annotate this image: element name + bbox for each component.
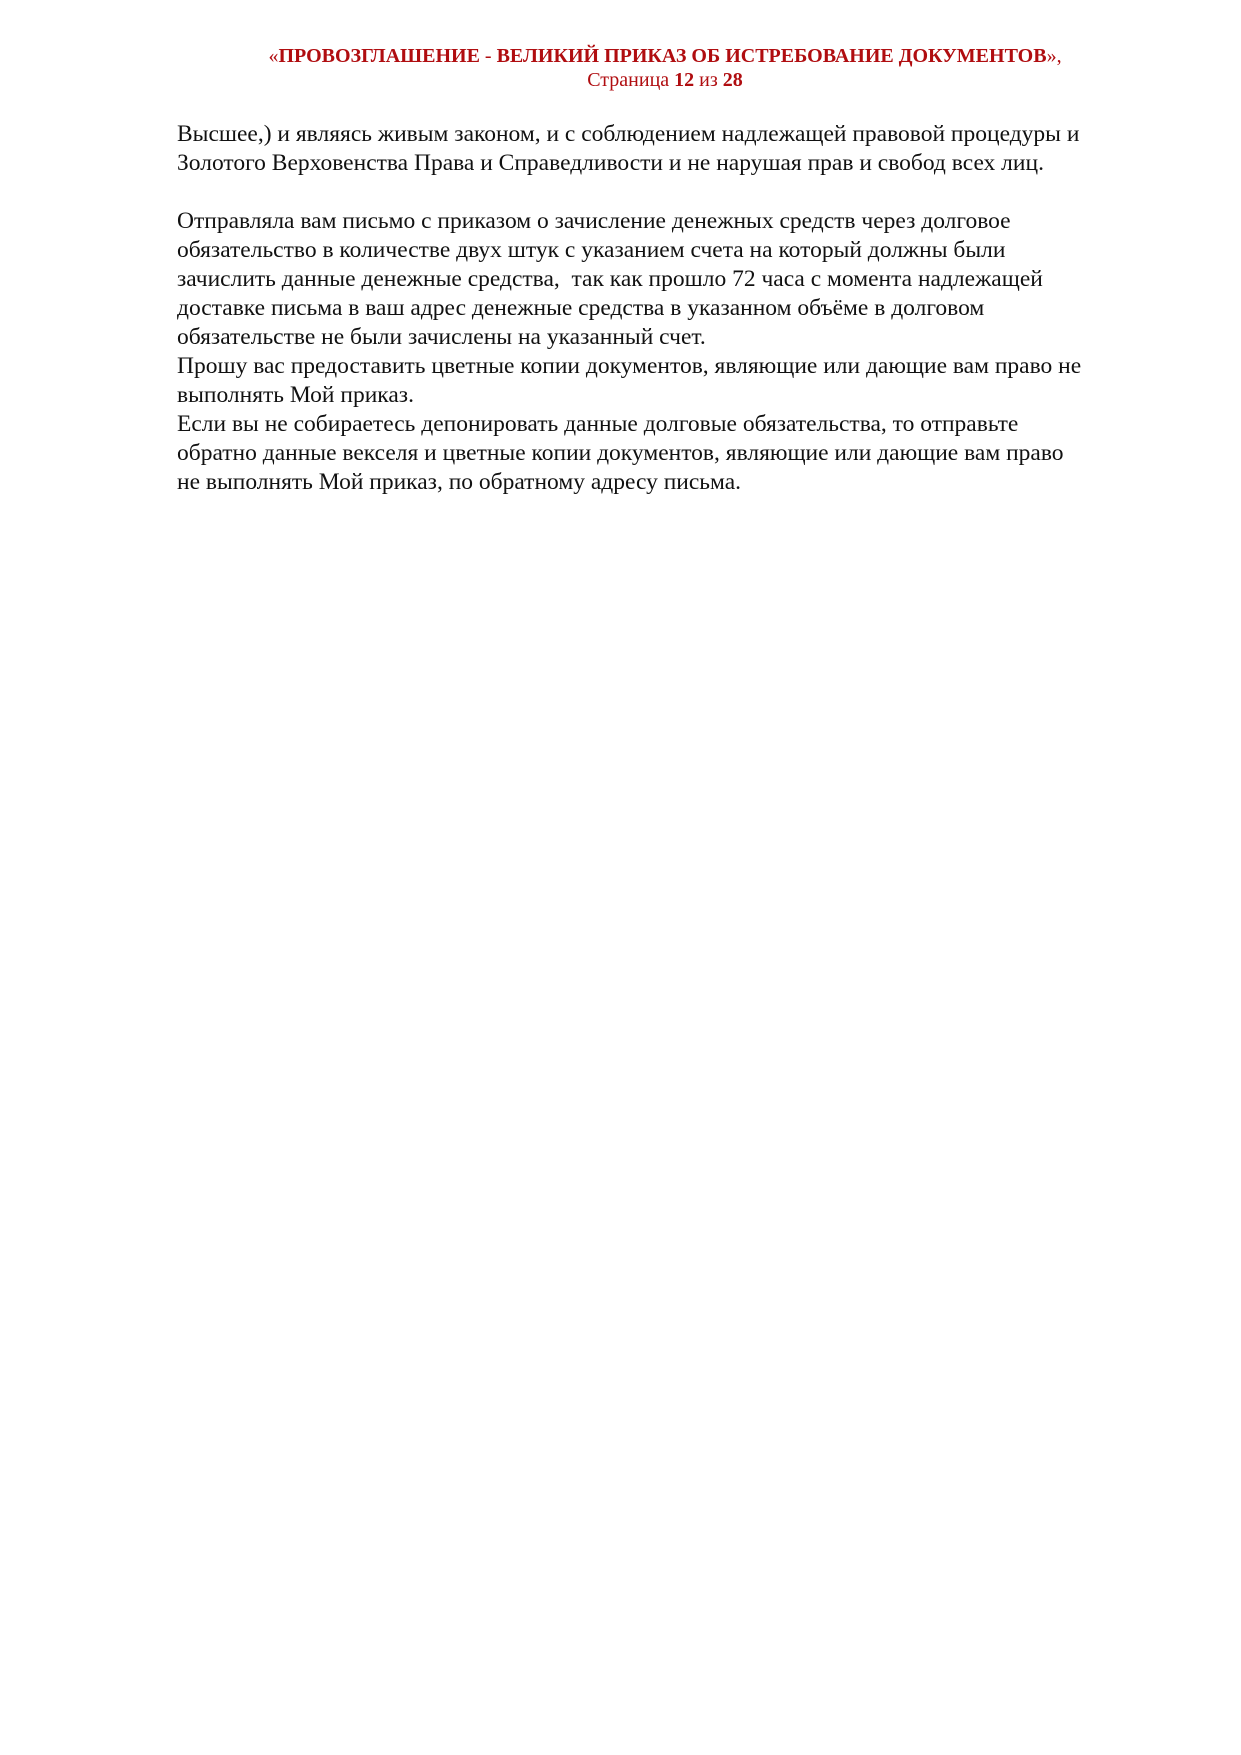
text-line: Если вы не собираетесь депонировать данные долговые обязательства, то отправьте [177,411,1019,437]
title-text-part1: ПРОВОЗГЛАШЕНИЕ [278,45,480,67]
text-line: Отправляла вам письмо с приказом о зачисление денежных средств через долговое [177,208,1011,234]
document-body [177,120,1152,497]
page-separator: из [694,69,723,91]
paragraph-2 [177,207,1152,352]
title-open-quote: « [268,45,279,67]
paragraph-1 [177,120,1152,178]
text-line: обязательство в количестве двух штук с указанием счета на который должны были [177,237,1006,263]
page-prefix: Страница [587,69,675,91]
paragraph-4 [177,410,1152,497]
document-title [175,44,1155,68]
paragraph-3 [177,352,1152,410]
text-line: обратно данные векселя и цветные копии документов, являющие или дающие вам право [177,440,1064,466]
text-line: зачислить данные денежные средства, так как прошло 72 часа с момента надлежащей [177,266,1043,292]
title-dash: - [479,45,497,67]
page-total: 28 [722,69,743,91]
title-text-part2: ВЕЛИКИЙ ПРИКАЗ ОБ ИСТРЕБОВАНИЕ ДОКУМЕНТОВ [496,45,1047,67]
text-line: выполнять Мой приказ. [177,382,414,408]
page-number [175,68,1155,92]
page-header [175,44,1155,92]
text-line: Прошу вас предоставить цветные копии документов, являющие или дающие вам право не [177,353,1082,379]
title-close-quote: », [1046,45,1062,67]
text-line: доставке письма в ваш адрес денежные средства в указанном объёме в долговом [177,295,985,321]
text-line: обязательстве не были зачислены на указанный счет. [177,324,706,350]
text-line: не выполнять Мой приказ, по обратному адресу письма. [177,469,742,495]
page-current: 12 [674,69,695,91]
text-line: Золотого Верховенства Права и Справедливости и не нарушая прав и свобод всех лиц. [177,150,1044,176]
text-line: Высшее,) и являясь живым законом, и с соблюдением надлежащей правовой процедуры и [177,121,1080,147]
paragraph-spacer [177,178,1152,207]
